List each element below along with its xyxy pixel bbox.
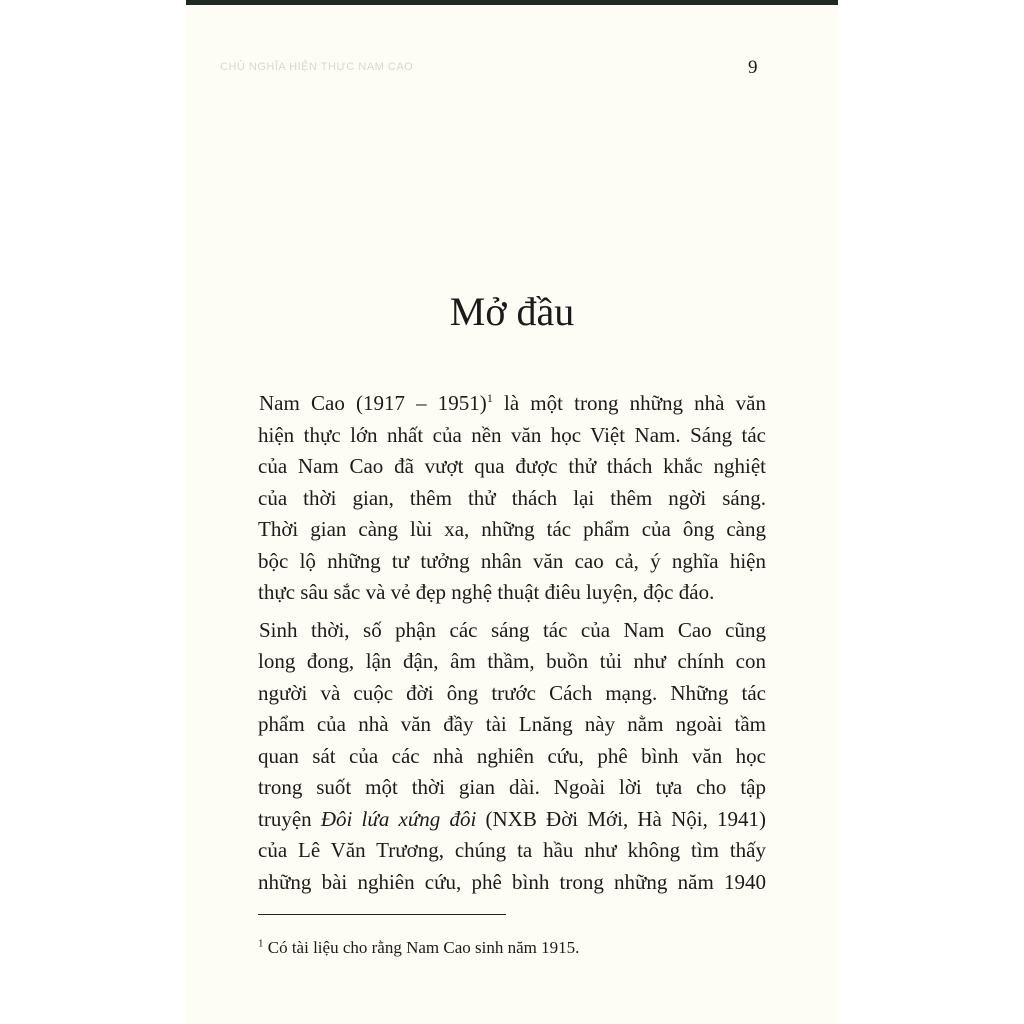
paragraph-2	[258, 615, 766, 899]
paragraph-line: của Lê Văn Trương, chúng ta hầu như không tìm thấy	[258, 838, 766, 862]
paragraph-line: bộc lộ những tư tưởng nhân văn cao cả, ý nghĩa hiện	[258, 548, 766, 573]
paragraph-line: Sinh thời, số phận các sáng tác của Nam Cao cũng	[259, 617, 766, 642]
show-through-text	[220, 110, 806, 141]
text-run: truyện	[258, 806, 321, 831]
footnote-separator	[258, 914, 506, 915]
page-number: 9	[748, 57, 758, 78]
paragraph-line: Thời gian càng lùi xa, những tác phẩm của ông càng	[258, 517, 766, 541]
book-title-italic: Đôi lứa xứng đôi	[320, 806, 477, 831]
paragraph-line: phẩm của nhà văn đầy tài Lnăng này nằm ngoài tầm	[258, 712, 766, 736]
paragraph-line: trong suốt một thời gian dài. Ngoài lời tựa cho tập	[258, 775, 766, 799]
paragraph-line: long đong, lận đận, âm thầm, buồn tủi như chính con	[258, 649, 766, 673]
running-header: CHỦ NGHĨA HIỆN THỰC NAM CAO	[220, 61, 414, 73]
paragraph-line	[258, 388, 766, 420]
footnote	[258, 938, 579, 958]
footnote-ref: 1	[486, 391, 493, 405]
text-run: Nam Cao (1917 – 1951)	[259, 391, 487, 415]
paragraph-line	[258, 804, 766, 836]
paragraph-line: quan sát của các nhà nghiên cứu, phê bình văn học	[258, 743, 766, 768]
text-run: là một trong những nhà văn	[492, 391, 766, 415]
paragraph-line: của thời gian, thêm thử thách lại thêm ngời sáng.	[258, 485, 766, 510]
book-page	[186, 0, 838, 1024]
paragraph-1	[258, 388, 766, 609]
page-top-edge	[186, 0, 838, 5]
paragraph-line: những bài nghiên cứu, phê bình trong những năm 1940	[258, 869, 766, 894]
paragraph-line: thực sâu sắc và vẻ đẹp nghệ thuật điêu luyện, độc đáo.	[258, 580, 715, 604]
paragraph-line: hiện thực lớn nhất của nền văn học Việt Nam. Sáng tác	[258, 422, 766, 447]
paragraph-line: của Nam Cao đã vượt qua được thử thách khắc nghiệt	[258, 454, 766, 478]
paragraph-line: người và cuộc đời ông trước Cách mạng. Những tác	[258, 680, 766, 705]
text-run: (NXB Đời Mới, Hà Nội, 1941)	[476, 806, 766, 831]
footnote-text: Có tài liệu cho rằng Nam Cao sinh năm 1915.	[263, 938, 580, 957]
footnote-marker: 1	[258, 937, 264, 950]
chapter-title: Mở đầu	[449, 289, 575, 334]
body-text	[258, 388, 766, 904]
